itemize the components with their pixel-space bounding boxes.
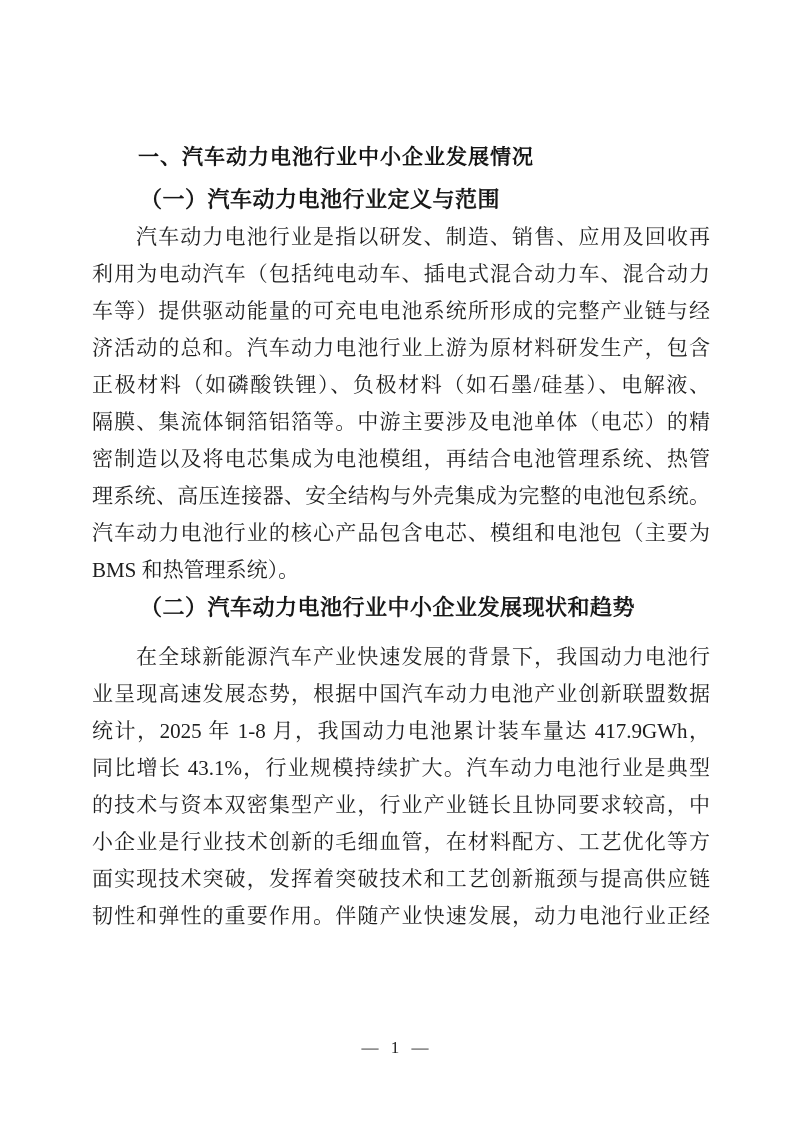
body-text-line: 正极材料（如磷酸铁锂）、负极材料（如石墨/硅基）、电解液、 (92, 373, 710, 397)
section-status-heading: （二）汽车动力电池行业中小企业发展现状和趋势 (140, 595, 636, 620)
body-text-line: 业呈现高速发展态势，根据中国汽车动力电池产业创新联盟数据 (92, 682, 710, 706)
body-text-line: BMS 和热管理系统）。 (92, 558, 300, 582)
body-text-line: 隔膜、集流体铜箔铝箔等。中游主要涉及电池单体（电芯）的精 (92, 410, 710, 434)
body-text-line: 在全球新能源汽车产业快速发展的背景下，我国动力电池行 (136, 645, 710, 669)
body-text-line: 面实现技术突破，发挥着突破技术和工艺创新瓶颈与提高供应链 (92, 867, 710, 891)
section-status-paragraph (92, 639, 710, 935)
body-text-line: 汽车动力电池行业的核心产品包含电芯、模组和电池包（主要为 (92, 521, 710, 545)
body-text-line: 济活动的总和。汽车动力电池行业上游为原材料研发生产，包含 (92, 336, 710, 360)
body-text-line: 密制造以及将电芯集成为电池模组，再结合电池管理系统、热管 (92, 447, 710, 471)
body-text-line: 理系统、高压连接器、安全结构与外壳集成为完整的电池包系统。 (92, 484, 710, 508)
chapter-heading: 一、汽车动力电池行业中小企业发展情况 (138, 146, 534, 169)
body-text-line: 的技术与资本双密集型产业，行业产业链长且协同要求较高，中 (92, 793, 710, 817)
body-text-line: 统计，2025 年 1-8 月，我国动力电池累计装车量达 417.9GWh， (92, 719, 710, 743)
page-number: — 1 — (361, 1038, 433, 1057)
body-text-line: 同比增长 43.1%，行业规模持续扩大。汽车动力电池行业是典型 (92, 756, 710, 780)
section-definition-paragraph (92, 219, 710, 589)
body-text-line: 小企业是行业技术创新的毛细血管，在材料配方、工艺优化等方 (92, 830, 710, 854)
section-definition-heading: （一）汽车动力电池行业定义与范围 (140, 187, 501, 212)
body-text-line: 车等）提供驱动能量的可充电电池系统所形成的完整产业链与经 (92, 299, 710, 323)
body-text-line: 汽车动力电池行业是指以研发、制造、销售、应用及回收再 (136, 225, 710, 249)
body-text-line: 韧性和弹性的重要作用。伴随产业快速发展，动力电池行业正经 (92, 904, 710, 928)
body-text-line: 利用为电动汽车（包括纯电动车、插电式混合动力车、混合动力 (92, 262, 710, 286)
